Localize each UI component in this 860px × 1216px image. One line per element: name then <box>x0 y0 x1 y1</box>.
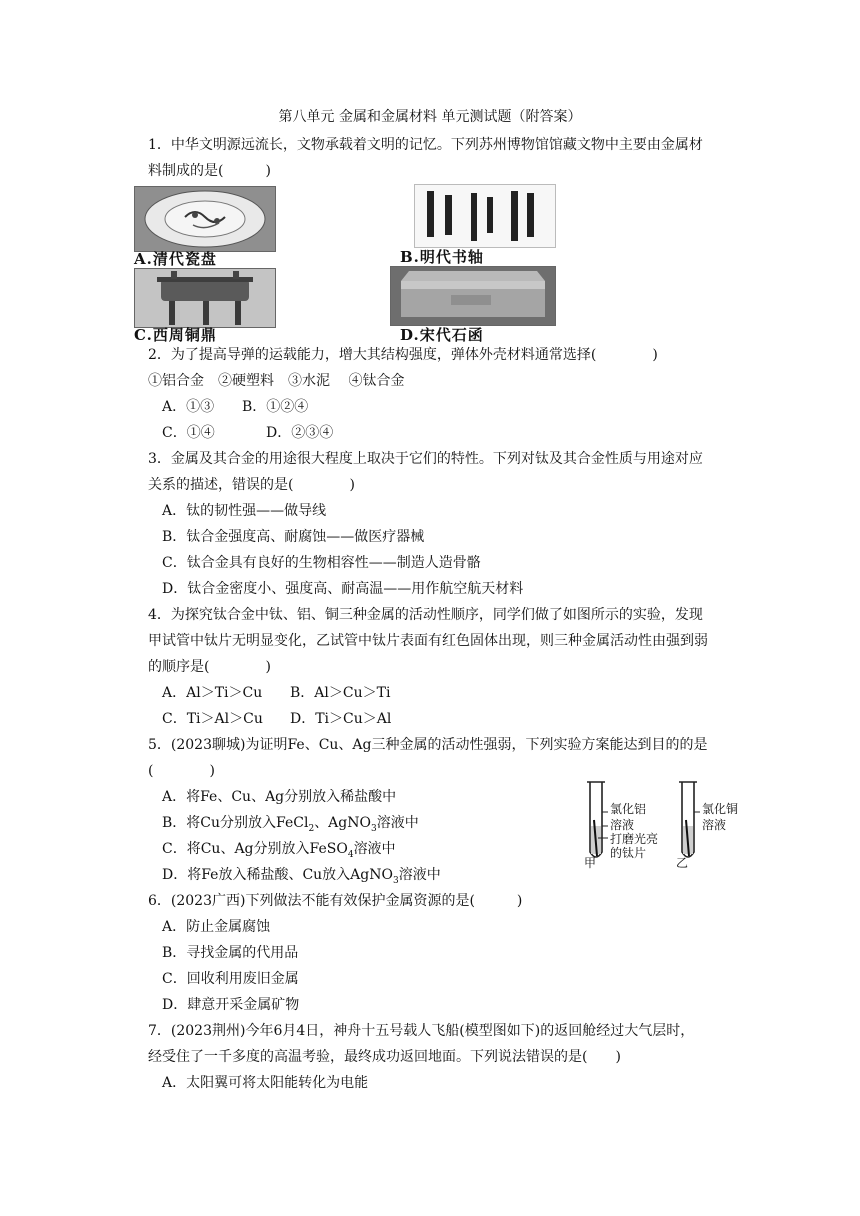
figure-label-polished: 打磨光亮 <box>610 832 659 846</box>
q7-stem-line2: 经受住了一千多度的高温考验，最终成功返回地面。下列说法错误的是( ) <box>148 1049 621 1065</box>
q7-stem-line1: 7．(2023荆州)今年6月4日，神舟十五号载人飞船(模型图如下)的返回舱经过大气层时， <box>148 1023 695 1039</box>
q2-option-c: C．①④ <box>162 425 215 441</box>
q1-stem-line2: 料制成的是( ) <box>148 163 271 179</box>
q6-option-d: D．肆意开采金属矿物 <box>162 997 300 1013</box>
figure-label-solution2: 溶液 <box>702 818 727 832</box>
q5-stem-line2: ( ) <box>148 763 215 779</box>
q4-option-b: B．Al＞Cu＞Ti <box>290 685 391 701</box>
q3-option-a: A．钛的韧性强——做导线 <box>162 503 327 519</box>
caption-b: B.明代书轴 <box>400 248 484 266</box>
q3-stem-line2: 关系的描述，错误的是( ) <box>148 477 355 493</box>
q3-option-c: C．钛合金具有良好的生物相容性——制造人造骨骼 <box>162 555 481 571</box>
q2-stem: 2．为了提高导弹的运载能力，增大其结构强度，弹体外壳材料通常选择( ) <box>148 347 658 363</box>
q7-option-a: A．太阳翼可将太阳能转化为电能 <box>162 1075 369 1091</box>
q1-stem-line1: 1．中华文明源远流长，文物承载着文明的记忆。下列苏州博物馆馆藏文物中主要由金属材 <box>148 137 703 153</box>
q5-option-c-text: 溶液中 <box>353 841 396 857</box>
q2-items: ①铝合金 ②硬塑料 ③水泥 ④钛合金 <box>148 373 405 389</box>
calligraphy-scroll-image <box>414 184 556 248</box>
q5-option-d <box>162 864 441 886</box>
q4-stem-line1: 4．为探究钛合金中钛、铝、铜三种金属的活动性顺序，同学们做了如图所示的实验，发现 <box>148 607 703 623</box>
q4-stem-line3: 的顺序是( ) <box>148 659 271 675</box>
q5-stem-line1: 5．(2023聊城)为证明Fe、Cu、Ag三种金属的活动性强弱，下列实验方案能达到目的的是 <box>148 737 708 753</box>
q2-option-a: A．①③ <box>162 399 215 415</box>
q5-option-d-text: 溶液中 <box>398 867 441 883</box>
figure-label-titanium: 的钛片 <box>610 846 647 860</box>
figure-label-solution1: 溶液 <box>610 818 635 832</box>
page-title: 第八单元 金属和金属材料 单元测试题（附答案） <box>278 109 582 125</box>
q5-option-b-text: 溶液中 <box>376 815 419 831</box>
q2-option-d: D．②③④ <box>266 425 334 441</box>
caption-d: D.宋代石函 <box>400 326 484 344</box>
q5-option-b <box>162 812 419 834</box>
stone-box-image <box>390 266 556 326</box>
q5-option-c-text: C．将Cu、Ag分别放入FeSO <box>162 841 348 857</box>
tube-label-jia: 甲 <box>584 856 597 870</box>
q6-option-a: A．防止金属腐蚀 <box>162 919 271 935</box>
bronze-ding-image <box>134 268 276 328</box>
q3-option-d: D．钛合金密度小、强度高、耐高温——用作航空航天材料 <box>162 581 524 597</box>
figure-label-cucl2: 氯化铜 <box>702 802 739 816</box>
tube-label-yi: 乙 <box>676 856 689 870</box>
caption-c: C.西周铜鼎 <box>134 326 217 344</box>
subscript: 4 <box>347 849 354 860</box>
q3-option-b: B．钛合金强度高、耐腐蚀——做医疗器械 <box>162 529 425 545</box>
q4-option-a: A．Al＞Ti＞Cu <box>162 685 263 701</box>
q4-stem-line2: 甲试管中钛片无明显变化，乙试管中钛片表面有红色固体出现，则三种金属活动性由强到弱 <box>148 633 708 649</box>
q6-option-c: C．回收利用废旧金属 <box>162 971 299 987</box>
q6-option-b: B．寻找金属的代用品 <box>162 945 299 961</box>
q5-option-c <box>162 838 396 860</box>
figure-label-alcl3: 氯化铝 <box>610 802 647 816</box>
q4-option-d: D．Ti＞Cu＞Al <box>290 711 392 727</box>
subscript: 3 <box>393 875 399 886</box>
caption-a: A.清代瓷盘 <box>134 250 217 268</box>
q6-stem: 6．(2023广西)下列做法不能有效保护金属资源的是( ) <box>148 893 523 909</box>
subscript: 3 <box>371 823 377 834</box>
test-tube-figure <box>576 776 776 872</box>
porcelain-plate-image <box>134 186 276 252</box>
q5-option-a: A．将Fe、Cu、Ag分别放入稀盐酸中 <box>162 789 397 805</box>
q2-option-b: B．①②④ <box>242 399 309 415</box>
q4-option-c: C．Ti＞Al＞Cu <box>162 711 263 727</box>
q5-option-d-text: D．将Fe放入稀盐酸、Cu放入AgNO <box>162 867 393 883</box>
q5-option-b-text: B．将Cu分别放入FeCl <box>162 815 309 831</box>
q5-option-b-text: 、AgNO <box>314 815 371 831</box>
subscript: 2 <box>308 823 315 834</box>
q3-stem-line1: 3．金属及其合金的用途很大程度上取决于它们的特性。下列对钛及其合金性质与用途对应 <box>148 451 703 467</box>
